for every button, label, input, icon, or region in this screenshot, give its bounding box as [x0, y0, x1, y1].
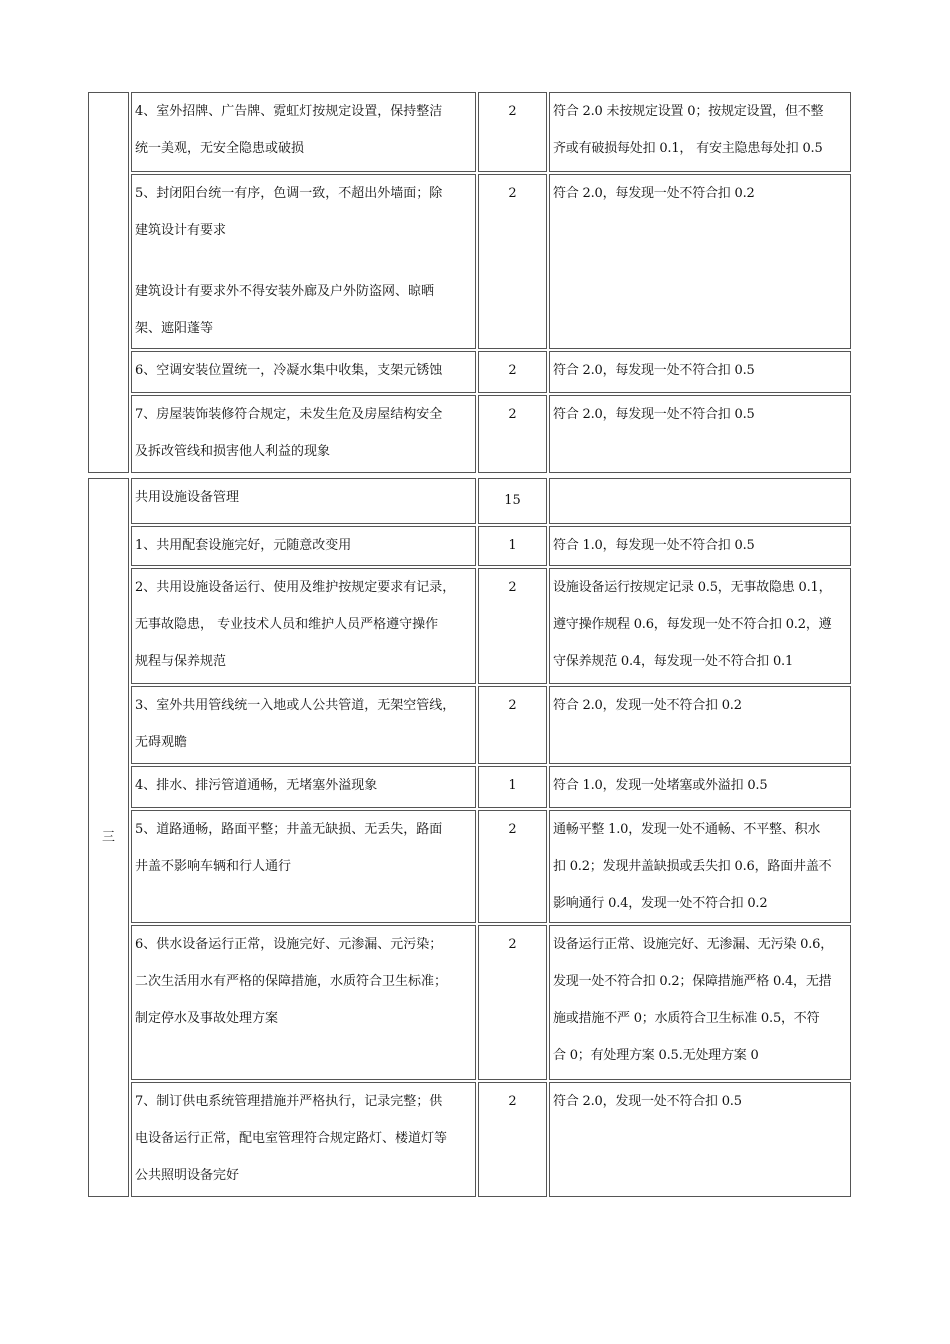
- item-cell: 6、空调安装位置统一，冷凝水集中收集，支架元锈蚀: [131, 351, 476, 393]
- rule-cell: 符合 2.0，每发现一处不符合扣 0.2: [549, 174, 851, 349]
- rule-cell: 符合 2.0，每发现一处不符合扣 0.5: [549, 351, 851, 393]
- score-cell: 2: [478, 1082, 547, 1197]
- table-row: [88, 568, 851, 684]
- item-cell: 3、室外共用管线统一入地或人公共管道，无架空管线， 无碍观瞻: [131, 686, 476, 764]
- score-cell: 2: [478, 686, 547, 764]
- item-cell: 7、制订供电系统管理措施并严格执行，记录完整；供 电设备运行正常，配电室管理符合规定路灯、楼道灯等 公共照明设备完好: [131, 1082, 476, 1197]
- table-row: [88, 766, 851, 808]
- table-row: [88, 526, 851, 566]
- score-cell: 2: [478, 925, 547, 1080]
- item-cell: 5、封闭阳台统一有序，色调一致，不超出外墙面；除 建筑设计有要求 建筑设计有要求外不得安装外廊及户外防盗网、晾晒 架、遮阳蓬等: [131, 174, 476, 349]
- rule-cell: 符合 2.0，发现一处不符合扣 0.2: [549, 686, 851, 764]
- rule-cell: 符合 2.0，发现一处不符合扣 0.5: [549, 1082, 851, 1197]
- score-cell: 2: [478, 810, 547, 923]
- scoring-table-lower: [86, 476, 853, 1199]
- score-cell: 2: [478, 174, 547, 349]
- table-row: [88, 810, 851, 923]
- rule-cell: 通畅平整 1.0，发现一处不通畅、不平整、积水 扣 0.2；发现井盖缺损或丢失扣 0.6，路面井盖不 影响通行 0.4，发现一处不符合扣 0.2: [549, 810, 851, 923]
- rule-cell: 符合 2.0 未按规定设置 0；按规定设置，但不整 齐或有破损每处扣 0.1， 有安主隐患每处扣 0.5: [549, 92, 851, 172]
- item-cell: 4、室外招牌、广告牌、霓虹灯按规定设置，保持整洁 统一美观，无安全隐患或破损: [131, 92, 476, 172]
- table-row: [88, 478, 851, 524]
- rule-cell: [549, 478, 851, 524]
- item-cell: 共用设施设备管理: [131, 478, 476, 524]
- rule-cell: 设备运行正常、设施完好、无渗漏、无污染 0.6， 发现一处不符合扣 0.2；保障措施严格 0.4，无措 施或措施不严 0；水质符合卫生标准 0.5，不符 合 0；有处理方案 0.5.无处理方案 0: [549, 925, 851, 1080]
- score-cell: 1: [478, 766, 547, 808]
- scoring-table-upper: [86, 90, 853, 475]
- score-cell: 2: [478, 92, 547, 172]
- score-cell: 2: [478, 568, 547, 684]
- rule-cell: 设施设备运行按规定记录 0.5，无事故隐患 0.1， 遵守操作规程 0.6，每发现一处不符合扣 0.2，遵 守保养规范 0.4，每发现一处不符合扣 0.1: [549, 568, 851, 684]
- rule-cell: 符合 1.0，发现一处堵塞或外溢扣 0.5: [549, 766, 851, 808]
- rule-cell: 符合 2.0，每发现一处不符合扣 0.5: [549, 395, 851, 473]
- item-cell: 2、共用设施设备运行、使用及维护按规定要求有记录， 无事故隐患， 专业技术人员和维护人员严格遵守操作 规程与保养规范: [131, 568, 476, 684]
- table-row: [88, 174, 851, 349]
- item-cell: 6、供水设备运行正常，设施完好、元渗漏、元污染； 二次生活用水有严格的保障措施，水质符合卫生标准； 制定停水及事故处理方案: [131, 925, 476, 1080]
- table-row: [88, 351, 851, 393]
- item-cell: 4、排水、排污管道通畅，无堵塞外溢现象: [131, 766, 476, 808]
- item-cell: 7、房屋装饰装修符合规定，未发生危及房屋结构安全 及拆改管线和损害他人利益的现象: [131, 395, 476, 473]
- score-cell: 2: [478, 395, 547, 473]
- table-row: [88, 686, 851, 764]
- item-cell: 1、共用配套设施完好，元随意改变用: [131, 526, 476, 566]
- score-cell: 2: [478, 351, 547, 393]
- score-cell: 1: [478, 526, 547, 566]
- item-cell: 5、道路通畅，路面平整；井盖无缺损、无丢失，路面 井盖不影响车辆和行人通行: [131, 810, 476, 923]
- section-number-cell: 三: [88, 478, 129, 1197]
- table-row: [88, 92, 851, 172]
- rule-cell: 符合 1.0，每发现一处不符合扣 0.5: [549, 526, 851, 566]
- table-row: [88, 1082, 851, 1197]
- section-number-cell: [88, 92, 129, 473]
- table-row: [88, 925, 851, 1080]
- table-row: [88, 395, 851, 473]
- score-cell: 15: [478, 478, 547, 524]
